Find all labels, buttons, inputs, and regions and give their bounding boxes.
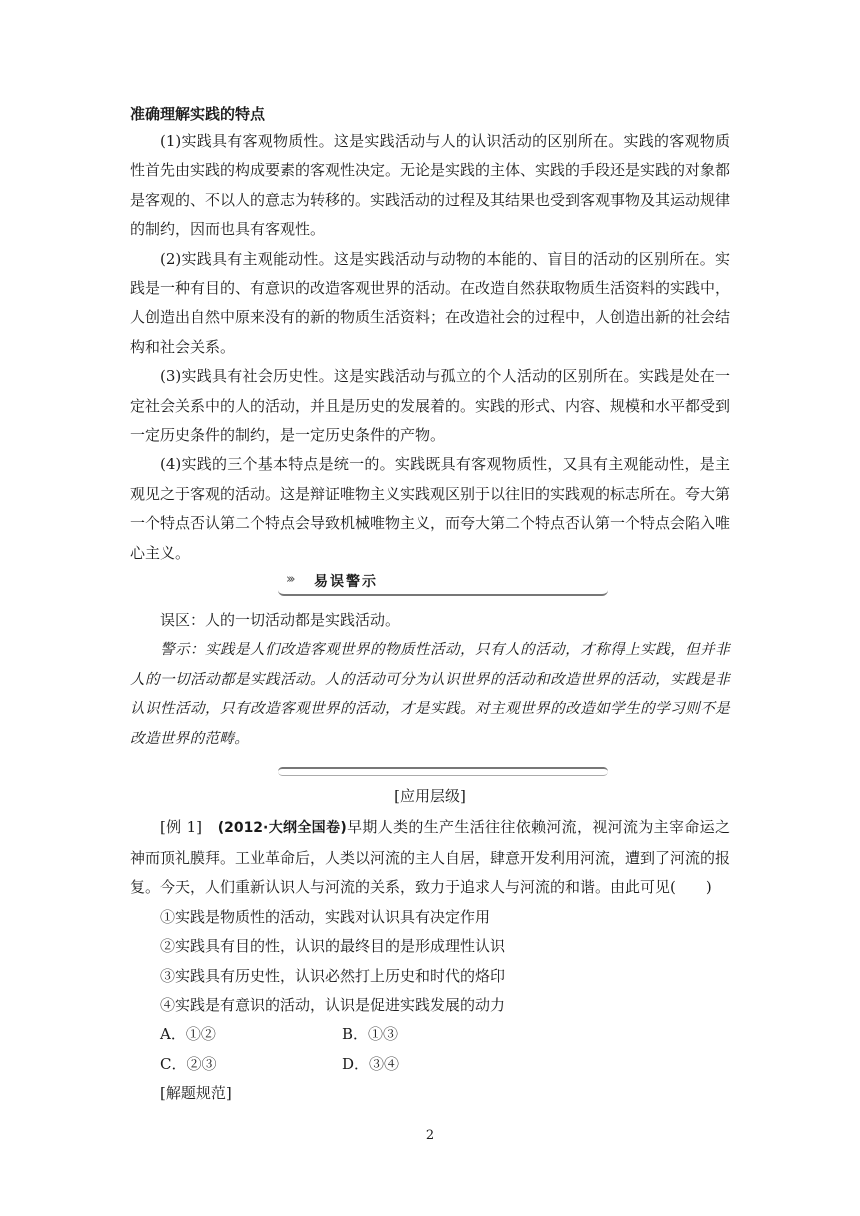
level-label: [应用层级] <box>394 787 466 806</box>
paragraph-4: (4)实践的三个基本特点是统一的。实践既具有客观物质性，又具有主观能动性，是主观见之于客观的活动。这是辩证唯物主义实践观区别于以往旧的实践观的标志所在。夸大第一个特点否认第二个特点会导致机械唯物主义，而夸大第二个特点否认第一个特点会陷入唯心主义。 <box>130 455 731 562</box>
warning-footer-bar <box>278 767 608 776</box>
choice-d: D．③④ <box>342 1054 400 1073</box>
chevron-right-icon: ››› <box>286 572 293 588</box>
paragraph-3: (3)实践具有社会历史性。这是实践活动与孤立的个人活动的区别所在。实践是处在一定社会关系中的人的活动，并且是历史的发展着的。实践的形式、内容、规模和水平都受到一定历史条件的制约，是一定历史条件的产物。 <box>130 367 731 445</box>
statement-1: ①实践是物质性的活动，实践对认识具有决定作用 <box>160 907 491 926</box>
paragraph-1: (1)实践具有客观物质性。这是实践活动与人的认识活动的区别所在。实践的客观物质性首先由实践的构成要素的客观性决定。无论是实践的主体、实践的手段还是实践的对象都是客观的、不以人的意志为转移的。实践活动的过程及其结果也受到客观事物及其运动规律的制约，因而也具有客观性。 <box>130 132 731 239</box>
statement-2: ②实践具有目的性，认识的最终目的是形成理性认识 <box>160 937 506 956</box>
warning-text: 警示：实践是人们改造客观世界的物质性活动，只有人的活动，才称得上实践，但并非人的一切活动都是实践活动。人的活动可分为认识世界的活动和改造世界的活动，实践是非认识性活动，只有改造客观世界的活动，才是实践。对主观世界的改造如学生的学习则不是改造世界的范畴。 <box>130 641 730 747</box>
section-heading: 准确理解实践的特点 <box>130 105 266 123</box>
example-stem: 早期人类的生产生活往往依赖河流，视河流为主宰命运之神而顶礼膜拜。工业革命后，人类以河流的主人自居，肆意开发利用河流，遭到了河流的报复。今天，人们重新认识人与河流的关系，致力于追求人与河流的和谐。由此可见( ) <box>130 818 731 897</box>
choice-row-2 <box>130 1050 730 1079</box>
example-tag: [例 1] <box>160 818 203 837</box>
warning-box-label: 易误警示 <box>314 574 378 591</box>
example-question <box>130 813 730 902</box>
choice-c: C．②③ <box>160 1054 217 1073</box>
page-content <box>130 101 730 1109</box>
misconception-text: 误区：人的一切活动都是实践活动。 <box>160 611 401 630</box>
choice-a: A．①② <box>160 1025 216 1044</box>
statement-4: ④实践是有意识的活动，认识是促进实践发展的动力 <box>160 995 506 1014</box>
paragraph-2: (2)实践具有主观能动性。这是实践活动与动物的本能的、盲目的活动的区别所在。实践是一种有目的、有意识的改造客观世界的活动。在改造自然获取物质生活资料的实践中，人创造出自然中原来没有的新的物质生活资料；在改造社会的过程中，人创造出新的社会结构和社会关系。 <box>130 249 731 356</box>
solution-label: [解题规范] <box>160 1084 232 1103</box>
statement-3: ③实践具有历史性，认识必然打上历史和时代的烙印 <box>160 966 506 985</box>
choice-b: B．①③ <box>342 1025 399 1044</box>
warning-box-header <box>130 570 730 600</box>
page-number: 2 <box>425 1128 435 1143</box>
choice-row-1 <box>130 1020 730 1049</box>
warning-box-footer <box>130 759 730 781</box>
example-source: (2012·大纲全国卷) <box>217 820 347 837</box>
